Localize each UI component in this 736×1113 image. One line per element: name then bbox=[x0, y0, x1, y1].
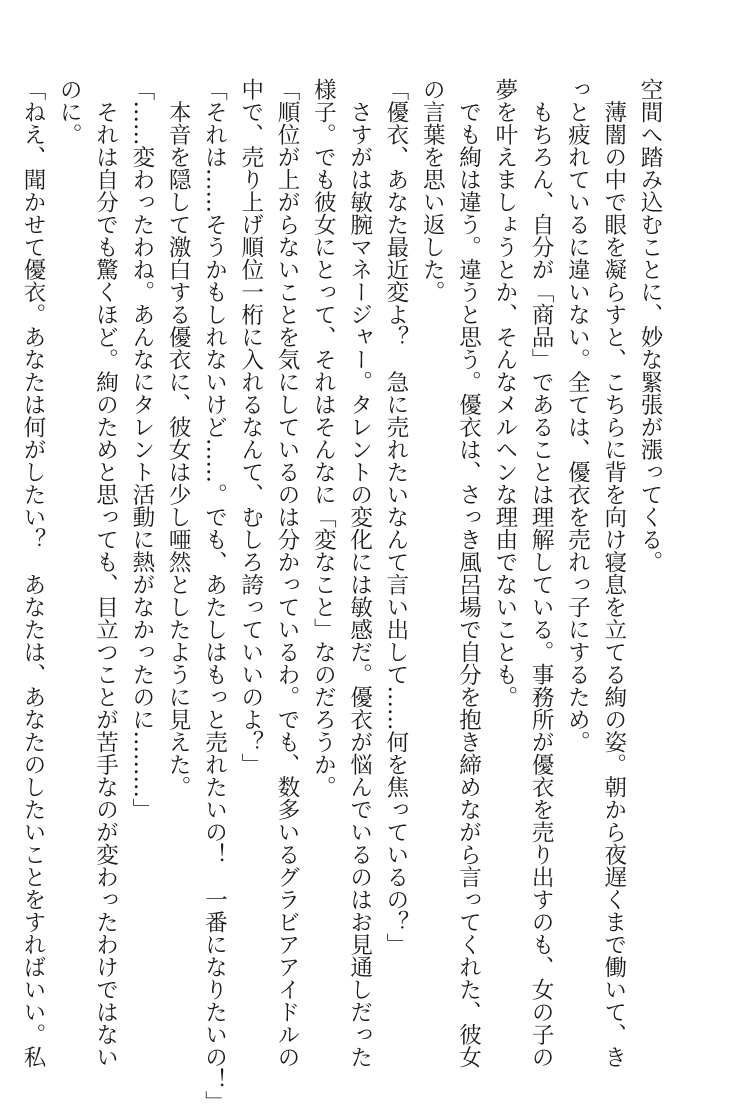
text-line: 本音を隠して激白する優衣に、彼女は少し唖然としたように見えた。 bbox=[165, 78, 192, 798]
text-line: 「優衣、あなた最近変よ？ 急に売れたいなんて言い出して……何を焦っているの？」 bbox=[382, 78, 409, 956]
text-line: 夢を叶えましょうとか、そんなメルヘンな理由でないことも。 bbox=[491, 78, 518, 708]
text-line: でも絢は違う。違うと思う。優衣は、さっき風呂場で自分を抱き締めながら言ってくれた、彼女 bbox=[455, 78, 482, 1068]
text-line: さすがは敏腕マネージャー。タレントの変化には敏感だ。優衣が悩んでいるのはお見通しだった bbox=[346, 78, 373, 1068]
text-line: 薄闇の中で眼を凝らすと、こちらに背を向け寝息を立てる絢の姿。朝から夜遅くまで働いて、き bbox=[600, 78, 627, 1068]
text-line: 「順位が上がらないことを気にしているのは分かっているわ。でも、数多いるグラビアアイドルの bbox=[274, 78, 301, 1068]
text-line: 「ねえ、聞かせて優衣。あなたは何がしたい？ あなたは、あなたのしたいことをすればいい。私 bbox=[19, 78, 46, 1068]
text-line: 「……変わったわね。あんなにタレント活動に熱がなかったのに………」 bbox=[128, 78, 155, 821]
text-line: 空間へ踏み込むことに、妙な緊張が漲ってくる。 bbox=[637, 78, 663, 573]
text-line: の言葉を思い返した。 bbox=[419, 78, 446, 303]
vertical-text-body bbox=[19, 78, 668, 1113]
text-line: もちろん、自分が「商品」であることは理解している。事務所が優衣を売り出すのも、女の子の bbox=[528, 78, 555, 1068]
text-line: 中で、売り上げ順位一桁に入れるなんて、むしろ誇っていいのよ？」 bbox=[237, 78, 264, 776]
text-line: っと疲れているに違いない。全ては、優衣を売れっ子にするため。 bbox=[564, 78, 591, 753]
text-line: 様子。でも彼女にとって、それはそんなに「変なこと」なのだろうか。 bbox=[310, 78, 337, 798]
text-line: 「それは……そうかもしれないけど……。でも、あたしはもっと売れたいの！ 一番になりたいの！」 bbox=[201, 78, 228, 1113]
text-line: のに。 bbox=[56, 78, 83, 146]
text-line: それは自分でも驚くほど。絢のためと思っても、目立つことが苦手なのが変わったわけではない bbox=[92, 78, 119, 1068]
